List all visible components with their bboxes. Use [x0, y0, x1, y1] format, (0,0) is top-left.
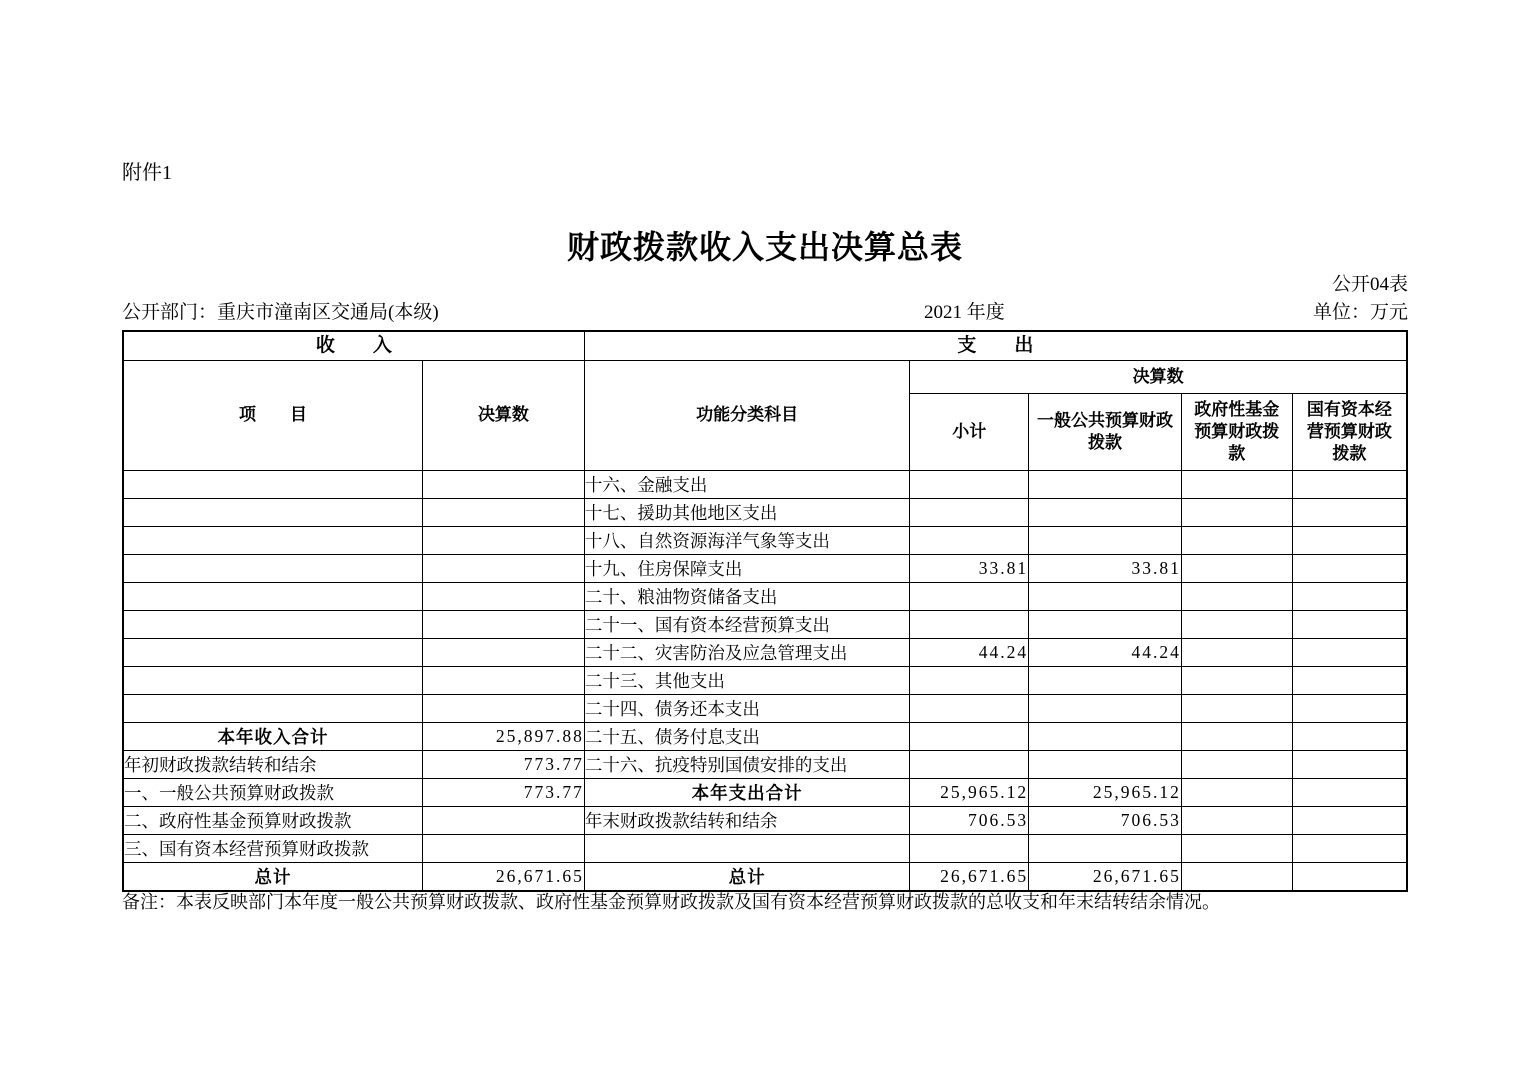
income-item-cell: 总计 [123, 863, 423, 891]
income-value-cell [423, 611, 585, 639]
expense-item-cell: 总计 [584, 863, 910, 891]
income-item-cell [123, 611, 423, 639]
income-value-cell: 25,897.88 [423, 723, 585, 751]
subtotal-cell: 33.81 [910, 555, 1029, 583]
general-budget-column-header: 一般公共预算财政拨款 [1029, 394, 1182, 471]
general-budget-cell [1029, 723, 1182, 751]
table-row [123, 807, 1407, 835]
income-item-cell: 一、一般公共预算财政拨款 [123, 779, 423, 807]
expense-item-cell: 二十五、债务付息支出 [584, 723, 910, 751]
subtotal-cell [910, 695, 1029, 723]
table-body [123, 471, 1407, 891]
table-row [123, 723, 1407, 751]
table-row [123, 639, 1407, 667]
income-value-cell: 26,671.65 [423, 863, 585, 891]
state-capital-cell [1292, 835, 1407, 863]
fiscal-year-label: 2021 年度 [923, 302, 1005, 323]
subtotal-cell: 26,671.65 [910, 863, 1029, 891]
income-value-cell [423, 835, 585, 863]
income-value-cell [423, 667, 585, 695]
expense-item-cell [584, 835, 910, 863]
subtotal-cell [910, 499, 1029, 527]
income-item-cell: 本年收入合计 [123, 723, 423, 751]
expense-item-cell: 二十、粮油物资储备支出 [584, 583, 910, 611]
general-budget-cell [1029, 667, 1182, 695]
state-capital-cell [1292, 667, 1407, 695]
expense-item-cell: 二十二、灾害防治及应急管理支出 [584, 639, 910, 667]
table-row [123, 667, 1407, 695]
income-value-cell [423, 583, 585, 611]
subtotal-cell [910, 751, 1029, 779]
state-capital-cell [1292, 723, 1407, 751]
expense-item-cell: 年末财政拨款结转和结余 [584, 807, 910, 835]
state-capital-cell [1292, 779, 1407, 807]
income-item-cell [123, 527, 423, 555]
expense-item-cell: 二十六、抗疫特别国债安排的支出 [584, 751, 910, 779]
state-capital-cell [1292, 583, 1407, 611]
income-item-cell [123, 555, 423, 583]
income-value-cell [423, 695, 585, 723]
table-row [123, 499, 1407, 527]
general-budget-cell [1029, 499, 1182, 527]
table-row [123, 835, 1407, 863]
general-budget-cell: 25,965.12 [1029, 779, 1182, 807]
state-capital-cell [1292, 527, 1407, 555]
gov-fund-column-header: 政府性基金预算财政拨款 [1181, 394, 1292, 471]
final-accounts-table [122, 330, 1408, 892]
income-value-cell [423, 499, 585, 527]
income-item-cell [123, 639, 423, 667]
function-category-header: 功能分类科目 [584, 361, 910, 471]
gov-fund-cell [1181, 611, 1292, 639]
column-header-row-1 [123, 361, 1407, 394]
state-capital-cell [1292, 499, 1407, 527]
subtotal-cell [910, 723, 1029, 751]
meta-row [122, 297, 1408, 323]
gov-fund-cell [1181, 863, 1292, 891]
income-value-cell [423, 639, 585, 667]
general-budget-cell [1029, 835, 1182, 863]
income-value-cell: 773.77 [423, 779, 585, 807]
expense-item-cell: 十六、金融支出 [584, 471, 910, 499]
gov-fund-cell [1181, 639, 1292, 667]
section-header-row [123, 331, 1407, 361]
subtotal-cell: 706.53 [910, 807, 1029, 835]
subtotal-column-header: 小计 [910, 394, 1029, 471]
state-capital-column-header: 国有资本经营预算财政拨款 [1292, 394, 1407, 471]
general-budget-cell: 33.81 [1029, 555, 1182, 583]
income-item-cell: 二、政府性基金预算财政拨款 [123, 807, 423, 835]
state-capital-cell [1292, 611, 1407, 639]
income-value-cell [423, 471, 585, 499]
general-budget-cell [1029, 471, 1182, 499]
expense-item-cell: 二十三、其他支出 [584, 667, 910, 695]
gov-fund-cell [1181, 667, 1292, 695]
general-budget-cell [1029, 527, 1182, 555]
page-title: 财政拨款收入支出决算总表 [566, 229, 963, 265]
gov-fund-cell [1181, 723, 1292, 751]
state-capital-cell [1292, 807, 1407, 835]
subtotal-cell [910, 611, 1029, 639]
table-row [123, 751, 1407, 779]
gov-fund-cell [1181, 471, 1292, 499]
general-budget-cell: 706.53 [1029, 807, 1182, 835]
state-capital-cell [1292, 555, 1407, 583]
gov-fund-cell [1181, 807, 1292, 835]
subtotal-cell [910, 471, 1029, 499]
expense-item-cell: 十九、住房保障支出 [584, 555, 910, 583]
expense-item-cell: 本年支出合计 [584, 779, 910, 807]
expense-item-cell: 十八、自然资源海洋气象等支出 [584, 527, 910, 555]
income-value-cell: 773.77 [423, 751, 585, 779]
table-row [123, 863, 1407, 891]
gov-fund-cell [1181, 779, 1292, 807]
table-row [123, 611, 1407, 639]
subtotal-cell [910, 527, 1029, 555]
general-budget-cell [1029, 751, 1182, 779]
attachment-label: 附件1 [122, 162, 172, 184]
income-item-cell [123, 667, 423, 695]
expense-item-cell: 二十四、债务还本支出 [584, 695, 910, 723]
final-amount-group-header: 决算数 [910, 361, 1407, 394]
subtotal-cell: 25,965.12 [910, 779, 1029, 807]
income-item-cell [123, 471, 423, 499]
general-budget-cell [1029, 695, 1182, 723]
table-code-label: 公开04表 [1331, 274, 1408, 295]
table-row [123, 583, 1407, 611]
table-row [123, 695, 1407, 723]
income-section-header: 收 入 [123, 331, 584, 361]
state-capital-cell [1292, 471, 1407, 499]
subtotal-cell [910, 835, 1029, 863]
subtotal-cell: 44.24 [910, 639, 1029, 667]
table-row [123, 779, 1407, 807]
subtotal-cell [910, 667, 1029, 695]
unit-label: 单位：万元 [1312, 302, 1408, 323]
gov-fund-cell [1181, 835, 1292, 863]
general-budget-cell: 44.24 [1029, 639, 1182, 667]
item-column-header: 项 目 [123, 361, 423, 471]
table-row [123, 527, 1407, 555]
expense-item-cell: 十七、援助其他地区支出 [584, 499, 910, 527]
expense-section-header: 支 出 [584, 331, 1407, 361]
income-item-cell [123, 499, 423, 527]
gov-fund-cell [1181, 527, 1292, 555]
state-capital-cell [1292, 695, 1407, 723]
gov-fund-cell [1181, 499, 1292, 527]
expense-item-cell: 二十一、国有资本经营预算支出 [584, 611, 910, 639]
gov-fund-cell [1181, 695, 1292, 723]
table-row [123, 555, 1407, 583]
table-row [123, 471, 1407, 499]
general-budget-cell [1029, 611, 1182, 639]
gov-fund-cell [1181, 555, 1292, 583]
state-capital-cell [1292, 751, 1407, 779]
income-value-cell [423, 527, 585, 555]
income-final-amount-header: 决算数 [423, 361, 585, 471]
gov-fund-cell [1181, 583, 1292, 611]
footnote: 备注：本表反映部门本年度一般公共预算财政拨款、政府性基金预算财政拨款及国有资本经营预算财政拨款的总收支和年末结转结余情况。 [122, 892, 1220, 912]
gov-fund-cell [1181, 751, 1292, 779]
income-value-cell [423, 807, 585, 835]
income-item-cell [123, 583, 423, 611]
income-item-cell: 三、国有资本经营预算财政拨款 [123, 835, 423, 863]
general-budget-cell: 26,671.65 [1029, 863, 1182, 891]
department-label: 公开部门：重庆市潼南区交通局(本级) [122, 302, 439, 323]
state-capital-cell [1292, 863, 1407, 891]
income-item-cell: 年初财政拨款结转和结余 [123, 751, 423, 779]
subtotal-cell [910, 583, 1029, 611]
state-capital-cell [1292, 639, 1407, 667]
income-item-cell [123, 695, 423, 723]
general-budget-cell [1029, 583, 1182, 611]
income-value-cell [423, 555, 585, 583]
